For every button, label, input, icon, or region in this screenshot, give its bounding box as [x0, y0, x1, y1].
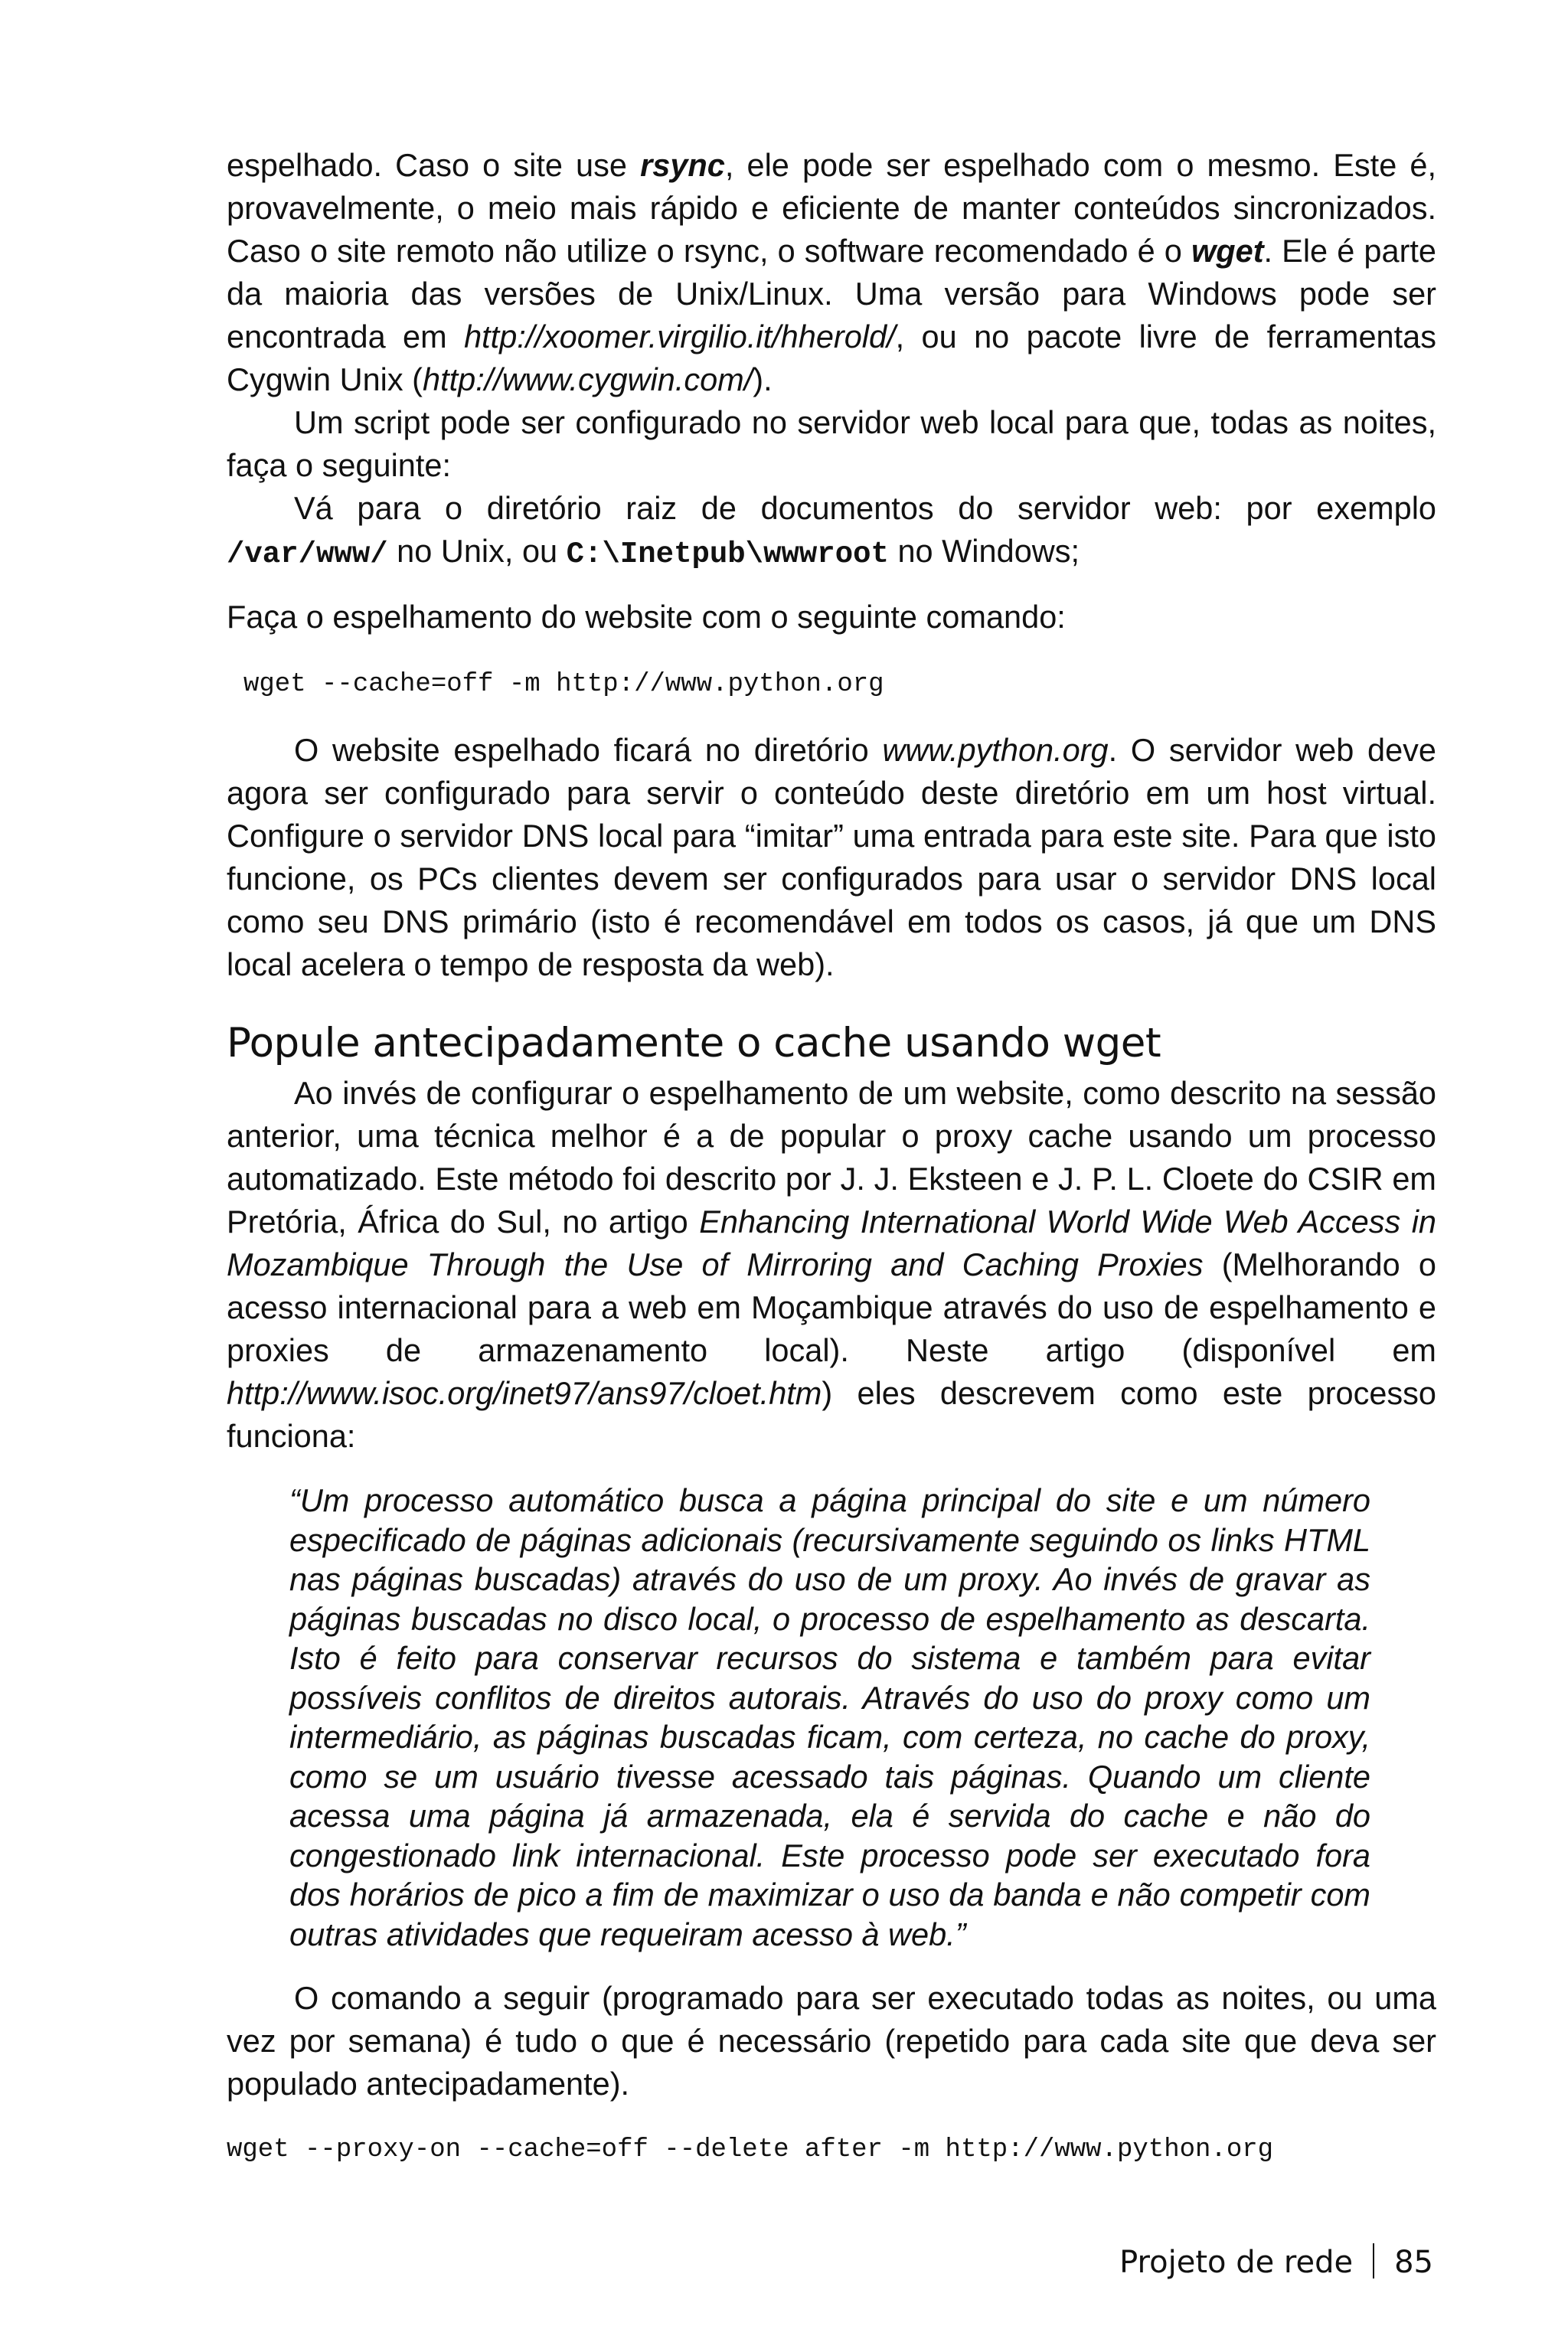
- text: Ao invés de configurar o espelhamento de um website, como descrito na sessão anterior, uma técnica melhor é a de popular o proxy cache usando um processo automatizado. Este método foi descrito por J. J. Eksteen e J. P. L. Cloete do CSIR em Pretória, África do Sul, no artigo: [227, 1075, 1436, 1240]
- quote-text: “Um processo automático busca a página principal do site e um número especificado de páginas adicionais (recursivamente seguindo os links HTML nas páginas buscadas) através do uso de um proxy. Ao invés de gravar as páginas buscadas no disco local, o processo de espelhamento as descarta. Isto é feito para conservar recursos do sistema e também para evitar possíveis conflitos de direitos autorais. Através do uso do proxy como um intermediário, as páginas buscadas ficam, com certeza, no cache do proxy, como se um usuário tivesse acessado tais páginas. Quando um cliente acessa uma página já armazenada, ela é servida do cache e não do congestionado link internacional. Este processo pode ser executado fora dos horários de pico a fim de maximizar o uso da banda e não competir com outras atividades que requeiram acesso à web.”: [289, 1482, 1370, 1952]
- block-quote: [289, 1481, 1370, 1954]
- text: (Melhorando o acesso internacional para a web em Moçambique através do uso de espelhamento e proxies de armazenamento local). Neste artigo (disponível em: [227, 1246, 1436, 1368]
- text: no Windows;: [888, 533, 1080, 569]
- text: . O servidor web deve agora ser configurado para servir o conteúdo deste diretório em um host virtual. Configure o servidor DNS local para “imitar” uma entrada para este site. Para que isto funcione, os PCs clientes devem ser configurados para usar o servidor DNS local como seu DNS primário (isto é recomendável em todos os casos, já que um DNS local acelera o tempo de resposta da web).: [227, 732, 1436, 982]
- footer-section-title: Projeto de rede: [1119, 2245, 1354, 2280]
- page-footer: [1119, 2243, 1433, 2280]
- unix-path: /var/www/: [227, 537, 388, 571]
- paragraph-doc-root: [227, 487, 1436, 576]
- text: ) eles descrevem como este processo funciona:: [227, 1375, 1436, 1454]
- wget-proxy-command: wget --proxy-on --cache=off --delete after -m http://www.python.org: [227, 2135, 1274, 2164]
- footer-divider: [1373, 2243, 1374, 2278]
- paragraph-prepopulate: [227, 1072, 1436, 1458]
- page-number: 85: [1394, 2245, 1433, 2280]
- isoc-url: http://www.isoc.org/inet97/ans97/cloet.htm: [227, 1375, 822, 1411]
- text: , ou no pacote livre de ferramentas Cygwin Unix (: [227, 318, 1436, 397]
- text: no Unix, ou: [387, 533, 567, 569]
- python-url: www.python.org: [882, 732, 1109, 768]
- xoomer-url: http://xoomer.virgilio.it/hherold/: [464, 318, 896, 354]
- article-title: Enhancing International World Wide Web Access in Mozambique Through the Use of Mirroring and Caching Proxies: [227, 1204, 1436, 1282]
- page-body: [227, 144, 1436, 2171]
- wget-mirror-command: wget --cache=off -m http://www.python.org: [243, 670, 884, 699]
- paragraph-rsync-wget: [227, 144, 1436, 401]
- text: espelhado. Caso o site use: [227, 147, 641, 183]
- paragraph-mirrored-site: [227, 729, 1436, 986]
- paragraph-script: Um script pode ser configurado no servidor web local para que, todas as noites, faça o seguinte:: [227, 404, 1436, 483]
- windows-path: C:\Inetpub\wwwroot: [566, 537, 889, 571]
- rsync-term: rsync: [640, 147, 725, 183]
- text: . Ele é parte da maioria das versões de Unix/Linux. Uma versão para Windows pode ser encontrada em: [227, 233, 1436, 354]
- section-heading: Popule antecipadamente o cache usando wget: [227, 1020, 1161, 1067]
- paragraph-schedule: O comando a seguir (programado para ser executado todas as noites, ou uma vez por semana) é tudo o que é necessário (repetido para cada site que deva ser populado antecipadamente).: [227, 1980, 1436, 2102]
- cygwin-url: http://www.cygwin.com/: [422, 361, 753, 397]
- text: O website espelhado ficará no diretório: [294, 732, 883, 768]
- paragraph-mirror-command: Faça o espelhamento do website com o seguinte comando:: [227, 599, 1066, 635]
- text: Vá para o diretório raiz de documentos do servidor web: por exemplo: [294, 490, 1436, 526]
- text: ).: [753, 361, 773, 397]
- text: , ele pode ser espelhado com o mesmo. Este é, provavelmente, o meio mais rápido e eficiente de manter conteúdos sincronizados. Caso o site remoto não utilize o rsync, o software recomendado é o: [227, 147, 1436, 269]
- wget-term: wget: [1191, 233, 1264, 269]
